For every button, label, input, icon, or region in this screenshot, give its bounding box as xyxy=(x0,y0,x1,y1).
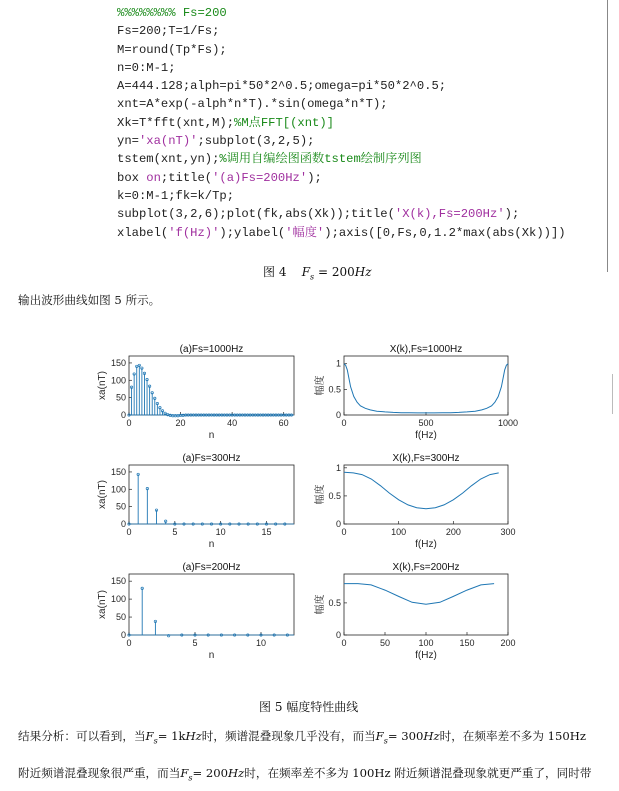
code-line xyxy=(117,132,587,150)
x-axis-label: f(Hz) xyxy=(415,650,437,661)
y-tick-label: 0 xyxy=(120,410,126,420)
code-token: subplot(3,2,6);plot(fk,abs(Xk));title( xyxy=(117,207,395,222)
code-token: '(a)Fs=200Hz' xyxy=(212,170,308,185)
y-tick-label: 50 xyxy=(115,501,126,512)
matlab-code-block xyxy=(117,4,587,242)
y-axis-label: 幅度 xyxy=(315,484,326,505)
analysis-text: 时，在频率差不多为 150Hz xyxy=(439,729,586,743)
figure-4-label: 图 4 xyxy=(263,265,287,279)
analysis-text: 附近频谱混叠现象很严重，而当 xyxy=(18,766,181,780)
formula-var: F xyxy=(180,766,189,780)
code-token: );ylabel( xyxy=(219,225,286,240)
formula-var: F xyxy=(375,729,384,743)
formula-unit: Hz xyxy=(185,729,202,743)
formula-sub: s xyxy=(310,272,315,282)
code-token: %M点FFT[(xnt)] xyxy=(234,115,334,130)
figure-5-svg xyxy=(0,330,619,690)
x-tick-label: 150 xyxy=(459,638,475,648)
code-line xyxy=(117,114,587,132)
chart-3 xyxy=(313,453,516,550)
formula-sub: s xyxy=(188,773,193,783)
code-token: M=round(Tp*Fs); xyxy=(117,42,227,57)
chart-title: X(k),Fs=1000Hz xyxy=(389,344,463,355)
x-tick-label: 10 xyxy=(255,638,267,648)
analysis-line-1 xyxy=(18,728,586,745)
code-token: ); xyxy=(307,170,322,185)
y-tick-label: 0 xyxy=(120,519,126,529)
x-tick-label: 40 xyxy=(227,418,238,428)
code-line xyxy=(117,150,587,168)
y-tick-label: 100 xyxy=(110,375,126,386)
plot-frame xyxy=(129,574,294,635)
code-token: Xk=T*fft(xnt,M); xyxy=(117,115,235,130)
code-token: %%%%%%%% Fs=200 xyxy=(117,6,227,20)
y-tick-label: 0 xyxy=(335,630,341,640)
y-tick-label: 0 xyxy=(335,410,341,420)
x-tick-label: 100 xyxy=(418,638,434,648)
code-token: '幅度' xyxy=(285,225,325,240)
chart-1 xyxy=(313,344,518,441)
y-axis-label: 幅度 xyxy=(315,375,326,396)
formula-eq: = 200 xyxy=(314,265,355,279)
code-line xyxy=(117,224,587,242)
x-axis-label: f(Hz) xyxy=(415,430,437,441)
x-tick-label: 10 xyxy=(215,527,226,537)
chart-2 xyxy=(97,453,294,550)
plot-frame xyxy=(344,465,508,524)
x-tick-label: 0 xyxy=(126,418,132,428)
formula-value: = 200 xyxy=(192,766,229,780)
y-tick-label: 1 xyxy=(335,358,341,369)
formula-var: F xyxy=(301,265,311,279)
figure-4-caption xyxy=(263,263,372,281)
x-axis-label: f(Hz) xyxy=(415,539,437,550)
code-token: yn= xyxy=(117,134,139,149)
y-tick-label: 100 xyxy=(110,484,126,495)
analysis-line-2 xyxy=(18,765,591,782)
code-token: n=0:M-1; xyxy=(117,60,176,75)
code-token: ;subplot(3,2,5); xyxy=(197,134,315,149)
code-line xyxy=(117,205,587,223)
code-line xyxy=(117,95,587,113)
chart-title: X(k),Fs=300Hz xyxy=(392,453,460,464)
x-tick-label: 5 xyxy=(172,527,178,537)
formula-unit: Hz xyxy=(354,265,372,279)
x-tick-label: 5 xyxy=(192,638,198,648)
code-token: A=444.128;alph=pi*50*2^0.5;omega=pi*50*2^0.5; xyxy=(117,79,447,94)
y-tick-label: 150 xyxy=(110,466,126,477)
plot-frame xyxy=(344,356,508,415)
x-tick-label: 0 xyxy=(341,418,347,428)
analysis-text: 时，在频率差不多为 100Hz 附近频谱混叠现象就更严重了，同时带 xyxy=(244,766,592,780)
y-tick-label: 150 xyxy=(110,576,126,587)
x-axis-label: n xyxy=(208,430,215,441)
y-tick-label: 50 xyxy=(115,612,126,623)
formula-value: = 1k xyxy=(157,729,186,743)
page-border xyxy=(607,0,608,272)
formula-unit: Hz xyxy=(228,766,245,780)
code-token: ;title( xyxy=(160,170,213,185)
code-line xyxy=(117,59,587,77)
formula-var: F xyxy=(145,729,154,743)
x-tick-label: 200 xyxy=(500,638,516,648)
code-token: %调用自编绘图函数tstem绘制序列图 xyxy=(219,152,422,167)
code-token: box xyxy=(117,170,147,185)
code-token: xlabel( xyxy=(117,225,169,240)
code-token: xnt=A*exp(-alph*n*T).*sin(omega*n*T); xyxy=(117,97,388,112)
code-line xyxy=(117,4,587,22)
y-tick-label: 0.5 xyxy=(328,384,341,395)
code-token: 'X(k),Fs=200Hz' xyxy=(394,207,505,222)
formula-sub: s xyxy=(383,736,388,746)
y-tick-label: 50 xyxy=(115,392,126,403)
y-axis-label: xa(nT) xyxy=(97,480,108,509)
y-tick-label: 1 xyxy=(335,462,341,473)
x-tick-label: 20 xyxy=(175,418,186,428)
x-tick-label: 300 xyxy=(500,527,516,537)
code-token: tstem(xnt,yn); xyxy=(117,152,220,167)
intro-paragraph: 输出波形曲线如图 5 所示。 xyxy=(18,293,161,307)
formula-value: = 300 xyxy=(387,729,424,743)
x-tick-label: 0 xyxy=(126,638,132,648)
code-token: 'xa(nT)' xyxy=(138,134,198,149)
plot-frame xyxy=(129,356,294,415)
x-tick-label: 60 xyxy=(278,418,289,428)
code-token: k=0:M-1;fk=k/Tp; xyxy=(117,188,235,203)
x-tick-label: 50 xyxy=(379,638,391,648)
x-tick-label: 0 xyxy=(126,527,132,537)
y-tick-label: 0.5 xyxy=(328,597,341,608)
figure-5-caption: 图 5 幅度特性曲线 xyxy=(259,700,359,714)
code-token: );axis([0,Fs,0,1.2*max(abs(Xk))]) xyxy=(324,225,566,240)
chart-4 xyxy=(97,562,294,661)
formula-unit: Hz xyxy=(423,729,440,743)
x-tick-label: 0 xyxy=(341,638,347,648)
chart-0 xyxy=(97,344,294,441)
code-line xyxy=(117,41,587,59)
code-line xyxy=(117,187,587,205)
x-axis-label: n xyxy=(208,650,215,661)
figure-5 xyxy=(0,330,619,690)
y-tick-label: 100 xyxy=(110,594,126,605)
x-tick-label: 1000 xyxy=(497,418,519,428)
code-token: on xyxy=(146,170,161,185)
y-tick-label: 0 xyxy=(335,519,341,529)
y-axis-label: xa(nT) xyxy=(97,371,108,400)
y-tick-label: 150 xyxy=(110,357,126,368)
chart-title: X(k),Fs=200Hz xyxy=(392,562,460,573)
analysis-text: 结果分析：可以看到，当 xyxy=(18,729,146,743)
code-token: ); xyxy=(504,207,520,222)
code-token: 'f(Hz)' xyxy=(168,225,220,240)
y-axis-label: 幅度 xyxy=(315,594,326,615)
chart-title: (a)Fs=1000Hz xyxy=(179,344,244,355)
code-line xyxy=(117,77,587,95)
code-line xyxy=(117,169,587,187)
chart-title: (a)Fs=300Hz xyxy=(182,453,241,464)
formula-sub: s xyxy=(153,736,158,746)
chart-5 xyxy=(313,562,516,661)
x-tick-label: 0 xyxy=(341,527,347,537)
y-axis-label: xa(nT) xyxy=(97,590,108,619)
x-tick-label: 200 xyxy=(445,527,461,537)
x-tick-label: 15 xyxy=(261,527,272,537)
x-axis-label: n xyxy=(208,539,215,550)
plot-frame xyxy=(129,465,294,524)
code-line xyxy=(117,22,587,40)
code-token: Fs=200;T=1/Fs; xyxy=(117,24,220,39)
analysis-text: 时，频谱混叠现象几乎没有，而当 xyxy=(201,729,376,743)
y-tick-label: 0 xyxy=(120,630,126,640)
x-tick-label: 500 xyxy=(418,418,434,428)
y-tick-label: 0.5 xyxy=(328,490,341,501)
chart-title: (a)Fs=200Hz xyxy=(182,562,241,573)
x-tick-label: 100 xyxy=(391,527,407,537)
